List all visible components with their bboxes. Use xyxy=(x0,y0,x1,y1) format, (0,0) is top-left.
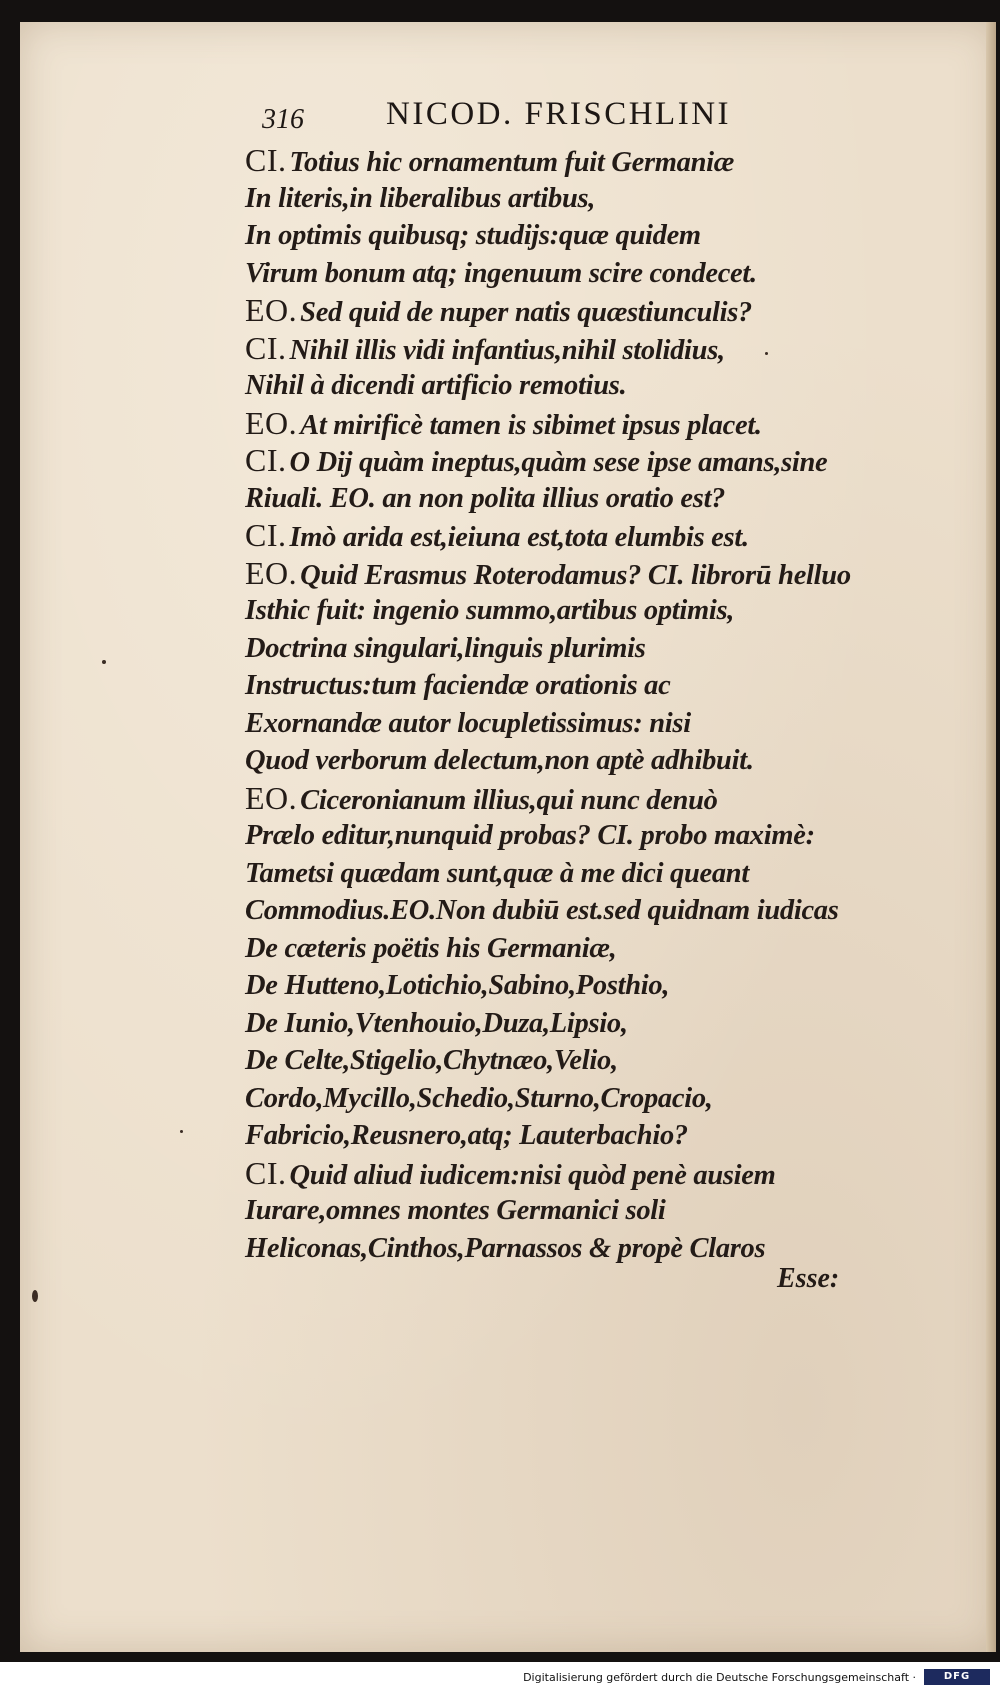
text-line xyxy=(245,180,945,218)
line-text: Quod verborum delectum,non aptè adhibuit. xyxy=(245,745,754,776)
line-text: Imò arida est,ieiuna est,tota elumbis est. xyxy=(289,522,749,553)
running-head xyxy=(262,88,802,138)
line-text: O Dij quàm ineptus,quàm sese ipse amans,sine xyxy=(289,447,828,478)
text-line xyxy=(245,330,945,368)
speaker-label: EO. xyxy=(245,554,298,591)
line-text: Doctrina singulari,linguis plurimis xyxy=(245,632,646,664)
line-text: In literis,in liberalibus artibus, xyxy=(245,182,596,214)
ink-speck xyxy=(180,1130,183,1133)
text-line xyxy=(245,442,945,480)
speaker-label: CI. xyxy=(245,142,287,178)
dfg-logo: DFG xyxy=(924,1669,990,1685)
text-line xyxy=(245,517,945,555)
ink-speck xyxy=(102,660,106,664)
text-line xyxy=(245,292,945,330)
text-line xyxy=(245,1192,945,1230)
page-number: 316 xyxy=(262,104,304,135)
line-text: Ciceronianum illius,qui nunc denuò xyxy=(300,784,718,816)
speaker-label: EO. xyxy=(245,292,298,328)
line-text: Cordo,Mycillo,Schedio,Sturno,Cropacio, xyxy=(245,1082,713,1114)
page-edge xyxy=(986,22,996,1652)
line-text: Iurare,omnes montes Germanici soli xyxy=(245,1195,666,1226)
speaker-label: EO. xyxy=(245,779,298,816)
line-text: Isthic fuit: ingenio summo,artibus optimis, xyxy=(245,595,735,626)
text-line xyxy=(245,1042,945,1080)
footer-bar xyxy=(0,1662,1000,1693)
text-line xyxy=(245,892,945,930)
line-text: De Iunio,Vtenhouio,Duza,Lipsio, xyxy=(245,1007,628,1039)
line-text: Nihil illis vidi infantius,nihil stolidius, xyxy=(289,334,725,366)
text-line xyxy=(245,1005,945,1043)
line-text: De cæteris poëtis his Germaniæ, xyxy=(245,932,617,964)
line-text: Instructus:tum faciendæ orationis ac xyxy=(245,670,671,701)
line-text: De Celte,Stigelio,Chytnæo,Velio, xyxy=(245,1045,618,1076)
footer-credit: Digitalisierung gefördert durch die Deutsche Forschungsgemeinschaft · xyxy=(523,1671,916,1684)
speaker-label: CI. xyxy=(245,517,287,553)
text-line xyxy=(245,930,945,968)
line-text: Prælo editur,nunquid probas? CI. probo maximè: xyxy=(245,820,815,851)
running-title: NICOD. FRISCHLINI xyxy=(386,96,732,132)
line-text: Virum bonum atq; ingenuum scire condecet. xyxy=(245,257,757,289)
line-text: In optimis quibusq; studijs:quæ quidem xyxy=(245,220,701,251)
line-text: Heliconas,Cinthos,Parnassos & propè Claros xyxy=(245,1232,766,1264)
text-line xyxy=(245,1080,945,1118)
speaker-label: CI. xyxy=(245,1154,287,1191)
line-text: Riuali. EO. an non polita illius oratio est? xyxy=(245,482,726,514)
line-text: Fabricio,Reusnero,atq; Lauterbachio? xyxy=(245,1120,688,1151)
text-line xyxy=(245,817,945,855)
line-text: Sed quid de nuper natis quæstiunculis? xyxy=(300,297,753,328)
text-line xyxy=(245,217,945,255)
speaker-label: CI. xyxy=(245,329,287,366)
text-line xyxy=(245,967,945,1005)
text-line xyxy=(245,480,945,518)
line-text: Totius hic ornamentum fuit Germaniæ xyxy=(289,147,735,178)
text-line xyxy=(245,630,945,668)
text-block xyxy=(245,142,945,1267)
line-text: Nihil à dicendi artificio remotius. xyxy=(245,370,627,401)
line-text: Exornandæ autor locupletissimus: nisi xyxy=(245,707,691,739)
text-line xyxy=(245,405,945,443)
line-text: Commodius.EO.Non dubiū est.sed quidnam iudicas xyxy=(245,895,839,926)
text-line xyxy=(245,667,945,705)
text-line xyxy=(245,1117,945,1155)
text-line xyxy=(245,255,945,293)
text-line xyxy=(245,855,945,893)
text-line xyxy=(245,780,945,818)
line-text: Tametsi quædam sunt,quæ à me dici queant xyxy=(245,857,749,889)
text-line xyxy=(245,705,945,743)
text-line xyxy=(245,1155,945,1193)
speaker-label: CI. xyxy=(245,442,287,478)
catchword: Esse: xyxy=(777,1263,840,1294)
text-line xyxy=(245,742,945,780)
text-line xyxy=(245,367,945,405)
ink-speck xyxy=(32,1290,38,1302)
text-line xyxy=(245,592,945,630)
text-line xyxy=(245,555,945,593)
speaker-label: EO. xyxy=(245,404,298,441)
text-line xyxy=(245,142,945,180)
line-text: Quid Erasmus Roterodamus? CI. librorū helluo xyxy=(300,559,851,591)
text-line xyxy=(245,1230,945,1268)
line-text: De Hutteno,Lotichio,Sabino,Posthio, xyxy=(245,970,670,1001)
line-text: Quid aliud iudicem:nisi quòd penè ausiem xyxy=(289,1159,776,1191)
line-text: At mirificè tamen is sibimet ipsus placet. xyxy=(300,409,762,441)
